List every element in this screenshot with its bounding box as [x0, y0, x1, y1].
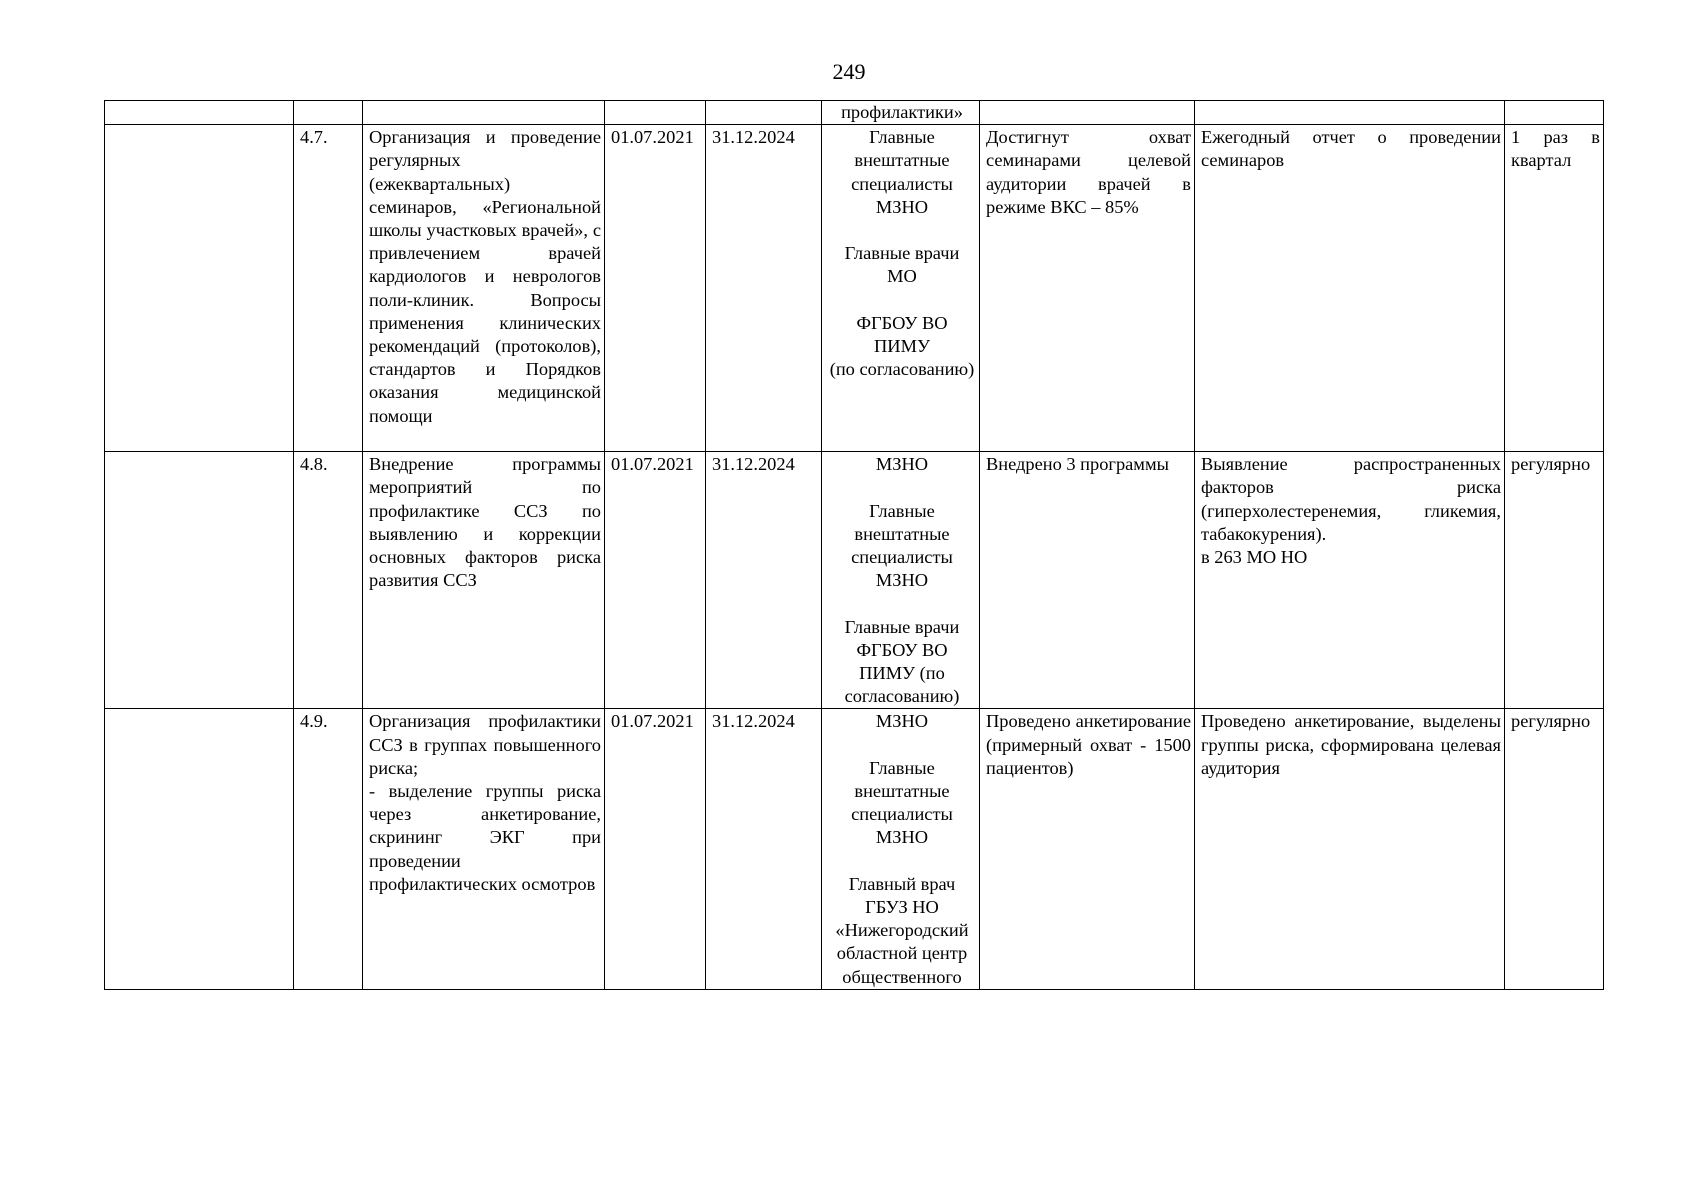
frequency: регулярно — [1505, 709, 1604, 989]
table-row — [105, 125, 1604, 452]
event-description: Внедрение программы мероприятий по профилактике ССЗ по выявлению и коррекции основных факторов риска развития ССЗ — [363, 452, 605, 709]
responsible: МЗНО Главные внештатные специалисты МЗНО Главные врачи ФГБОУ ВО ПИМУ (по согласованию) — [822, 452, 980, 709]
end-date: 31.12.2024 — [706, 125, 822, 452]
empty-cell — [105, 101, 294, 125]
empty-cell — [105, 709, 294, 989]
empty-cell — [105, 452, 294, 709]
result: Проведено анкетирование (примерный охват - 1500 пациентов) — [980, 709, 1195, 989]
item-number: 4.9. — [294, 709, 363, 989]
empty-cell — [605, 101, 706, 125]
indicator: Ежегодный отчет о проведении семинаров — [1195, 125, 1505, 452]
empty-cell — [1195, 101, 1505, 125]
empty-cell — [980, 101, 1195, 125]
table-row — [105, 709, 1604, 989]
empty-cell — [1505, 101, 1604, 125]
result: Достигнут охват семинарами целевой аудитории врачей в режиме ВКС – 85% — [980, 125, 1195, 452]
table-row — [105, 452, 1604, 709]
continuation-row — [105, 101, 1604, 125]
event-description: Организация и проведение регулярных (ежеквартальных) семинаров, «Региональной школы участковых врачей», с привлечением врачей кардиологов и неврологов поли-клиник. Вопросы применения клинических рекомендаций (протоколов), стандартов и Порядков оказания медицинской помощи — [363, 125, 605, 452]
item-number: 4.7. — [294, 125, 363, 452]
measures-table — [104, 100, 1604, 990]
start-date: 01.07.2021 — [605, 125, 706, 452]
empty-cell — [706, 101, 822, 125]
result: Внедрено 3 программы — [980, 452, 1195, 709]
empty-cell — [363, 101, 605, 125]
start-date: 01.07.2021 — [605, 452, 706, 709]
empty-cell — [294, 101, 363, 125]
indicator: Выявление распространенных факторов риска (гиперхолестеренемия, гликемия, табакокурения). в 263 МО НО — [1195, 452, 1505, 709]
item-number: 4.8. — [294, 452, 363, 709]
continuation-cell: профилактики» — [822, 101, 980, 125]
indicator: Проведено анкетирование, выделены группы риска, сформирована целевая аудитория — [1195, 709, 1505, 989]
end-date: 31.12.2024 — [706, 452, 822, 709]
responsible: МЗНО Главные внештатные специалисты МЗНО Главный врач ГБУЗ НО «Нижегородский областной центр общественного — [822, 709, 980, 989]
frequency: 1 раз в квартал — [1505, 125, 1604, 452]
start-date: 01.07.2021 — [605, 709, 706, 989]
end-date: 31.12.2024 — [706, 709, 822, 989]
frequency: регулярно — [1505, 452, 1604, 709]
page-number: 249 — [832, 59, 866, 84]
empty-cell — [105, 125, 294, 452]
responsible: Главные внештатные специалисты МЗНО Главные врачи МО ФГБОУ ВО ПИМУ (по согласованию) — [822, 125, 980, 452]
event-description: Организация профилактики ССЗ в группах повышенного риска; - выделение группы риска через анкетирование, скрининг ЭКГ при проведении профилактических осмотров — [363, 709, 605, 989]
